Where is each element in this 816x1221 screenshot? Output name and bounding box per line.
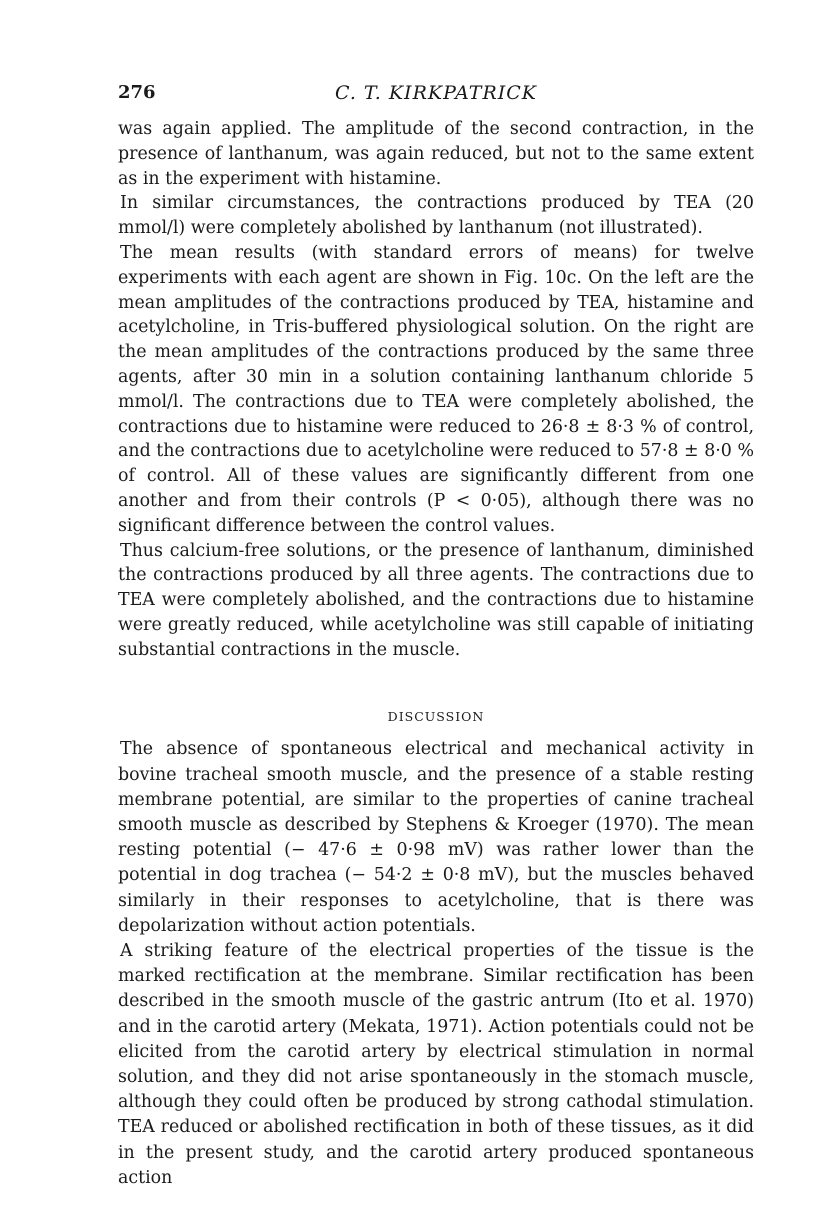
paragraph: The mean results (with standard errors of means) for twelve experiments with each agent are shown in Fig. 10c. On the left are the mean amplitudes of the contractions produced by TEA, histamine and acetylcholine, in Tris-buffered physiological solution. On the right are the mean amplitudes of the contractions produced by the same three agents, after 30 min in a solution containing lanthanum chloride 5 mmol/l. The contractions due to TEA were completely abolished, the contractions due to histamine were reduced to 26·8 ± 8·3 % of control, and the contractions due to acetylcholine were reduced to 57·8 ± 8·0 % of control. All of these values are significantly different from one another and from their controls (P < 0·05), although there was no significant difference between the control values.: [118, 242, 754, 536]
paragraph: Thus calcium-free solutions, or the presence of lanthanum, diminished the contractions produced by all three agents. The contractions due to TEA were completely abolished, and the contractions due to histamine were greatly reduced, while acetylcholine was still capable of initiating substantial contractions in the muscle.: [118, 540, 754, 660]
paragraph: A striking feature of the electrical properties of the tissue is the marked rectification at the membrane. Similar rectification has been described in the smooth muscle of the gastric antrum (Ito et al. 1970) and in the carotid artery (Mekata, 1971). Action potentials could not be elicited from the carotid artery by electrical stimulation in normal solution, and they did not arise spontaneously in the stomach muscle, although they could often be produced by strong cathodal stimulation. TEA reduced or abolished rectification in both of these tissues, as it did in the present study, and the carotid artery produced spontaneous action: [118, 940, 754, 1188]
page-number: 276: [118, 82, 156, 103]
running-head: C. T. KIRKPATRICK: [334, 82, 538, 104]
paragraph: was again applied. The amplitude of the second contraction, in the presence of lanthanum, was again reduced, but not to the same extent as in the experiment with histamine.: [118, 119, 754, 189]
paragraph: The absence of spontaneous electrical and mechanical activity in bovine tracheal smooth muscle, and the presence of a stable resting membrane potential, are similar to the properties of canine tracheal smooth muscle as described by Stephens & Kroeger (1970). The mean resting potential (− 47·6 ± 0·98 mV) was rather lower than the potential in dog trachea (− 54·2 ± 0·8 mV), but the muscles behaved similarly in their responses to acetylcholine, that is there was depolarization without action potentials.: [118, 739, 754, 936]
paragraph: In similar circumstances, the contractions produced by TEA (20 mmol/l) were completely abolished by lanthanum (not illustrated).: [118, 193, 754, 239]
section-heading-discussion: DISCUSSION: [387, 708, 485, 724]
page-header: [118, 82, 754, 110]
article-body: [118, 117, 754, 1191]
discussion-section: [118, 737, 754, 1191]
